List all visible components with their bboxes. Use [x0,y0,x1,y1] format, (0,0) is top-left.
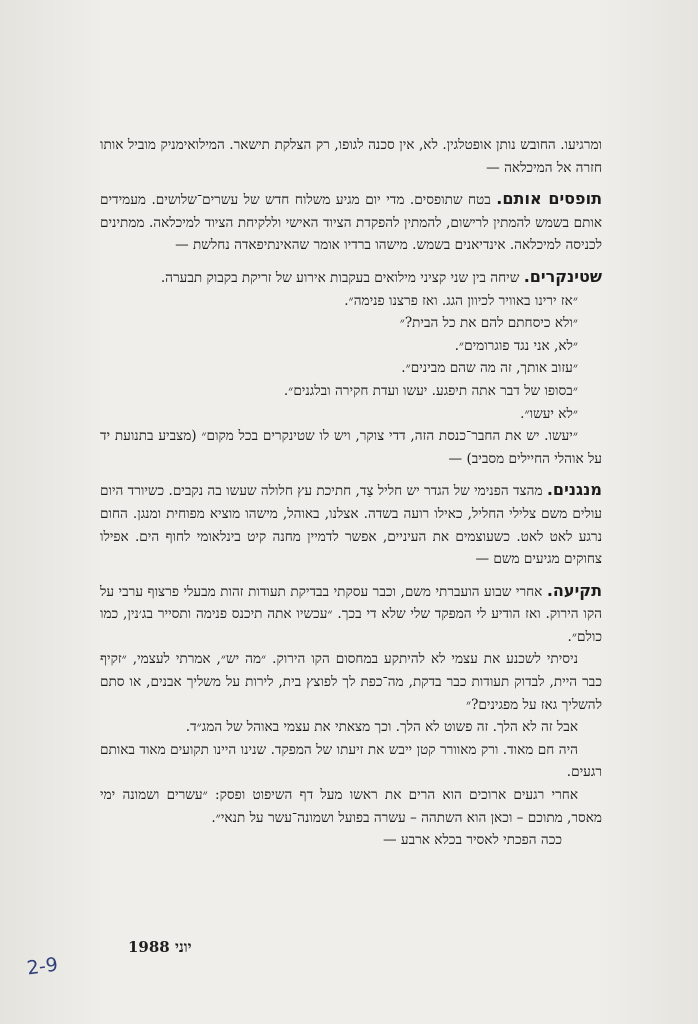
paragraph-stuck [100,580,602,649]
article-body [100,134,602,852]
quote-line: ״לא יעשו״. [520,405,578,422]
quote-line: ״יעשו. יש את החבר־כנסת הזה, דדי צוקר, ויש לו שטינקרים בכל מקום״ (מצביע בתנועת יד על אוהלי החיילים מסביב) — [100,428,602,467]
paragraph-text: מהצד הפנימי של הגדר יש חליל צַד, חתיכת עץ חלולה שעשו בה נקבים. כשיורד היום עולים משם צלילי החליל, כאילו רועה בשדה. אצלנו, באוהל, מישהו מוציא מפוחית ומנגן. החום נרגע לאט לאט. כשעוצמים את העיניים, אפשר לדמיין מחנה קיט בינלאומי לחוף הים. אפילו צחוקים מגיעים משם — [99,483,602,568]
handwritten-note: 2-9 [25,953,60,980]
paragraph-indented: היה חם מאוד. ורק מאוורר קטן ייבש את זיעתו של המפקד. שנינו היינו תקועים מאוד באותם רגעים. [100,741,602,781]
quote-line: ״בסופו של דבר אתה תיפגע. יעשו ועדת חקירה ובלגנים״. [283,382,578,399]
paragraph-informers [100,266,602,290]
quote-line: ״עזוב אותך, זה מה שהם מבינים״. [401,360,578,377]
paragraph-indented: אחרי רגעים ארוכים הוא הרים את ראשו מעל דף השיפוט ופסק: ״עשרים ושמונה ימי מאסר, מתוכם – וכאן הוא השתהה – עשרה בפועל ושמונה־עשר על תנאי״. [100,787,602,826]
paragraph-indented: ניסיתי לשכנע את עצמי לא להיתקע במחסום הקו הירוק. ״מה יש״, אמרתי לעצמי, ״זקיף כבר היית, לבדוק תעודות כבר בדקת, מה־כפת לך לפוצץ בית, לירות על משליך אבנים, או סתם להשליך גאז על מפגינים?״ [100,651,602,713]
section-heading: תופסים אותם. [496,189,603,209]
paragraph-intro [100,134,602,179]
quote-line: ״ולא כיסחתם להם את כל הבית?״ [399,315,578,332]
section-heading: מנגנים. [546,480,602,500]
quote-line: ״לא, אני נגד פוגרומים״. [454,337,578,354]
quote-line: ״אז ירינו באוויר לכיוון הגג. ואז פרצנו פנימה״. [344,292,578,309]
section-heading: שטינקרים. [523,266,602,286]
section-heading: תקיעה. [546,580,602,600]
paragraph-text: בטח שתופסים. מדי יום מגיע משלוח חדש של עשרים־שלושים. מעמידים אותם בשמש להמתין לרישום, להמתין להפקדת הציוד האישי וללקיחת הציוד למיכלאה. ממתינים לכניסה למיכלאה. אינדיאנים בשמש. מישהו ברדיו אומר שהאינתיפאדה נחלשת — [100,192,602,254]
paragraph-text: ומרגיעו. החובש נותן אופטלגין. לא, אין סכנה לגופו, רק הצלקת תישאר. המילואימניק מוביל אותו חזרה אל המיכלאה — [100,137,602,176]
paragraph-captured [100,188,602,257]
paragraph-text: שיחה בין שני קציני מילואים בעקבות אירוע של זריקת בקבוק תבערה. [160,269,520,286]
paragraph-indented: אבל זה לא הלך. זה פשוט לא הלך. וכך מצאתי את עצמי באוהל של המג״ד. [185,719,578,736]
paragraph-text: אחרי שבוע הועברתי משם, וכבר עסקתי בבדיקת תעודות זהות מבעלי פרצוף ערבי על הקו הירוק. ואז הודיע לי המפקד שלי שלא די בכך. ״עכשיו אתה תיכנס פנימה ותסייר בג׳נין, כמו כולם״. [100,583,602,645]
footer-date: יוני 1988 [128,938,192,956]
paragraph-playing [100,479,602,570]
closing-line: ככה הפכתי לאסיר בכלא ארבע — [382,832,562,849]
